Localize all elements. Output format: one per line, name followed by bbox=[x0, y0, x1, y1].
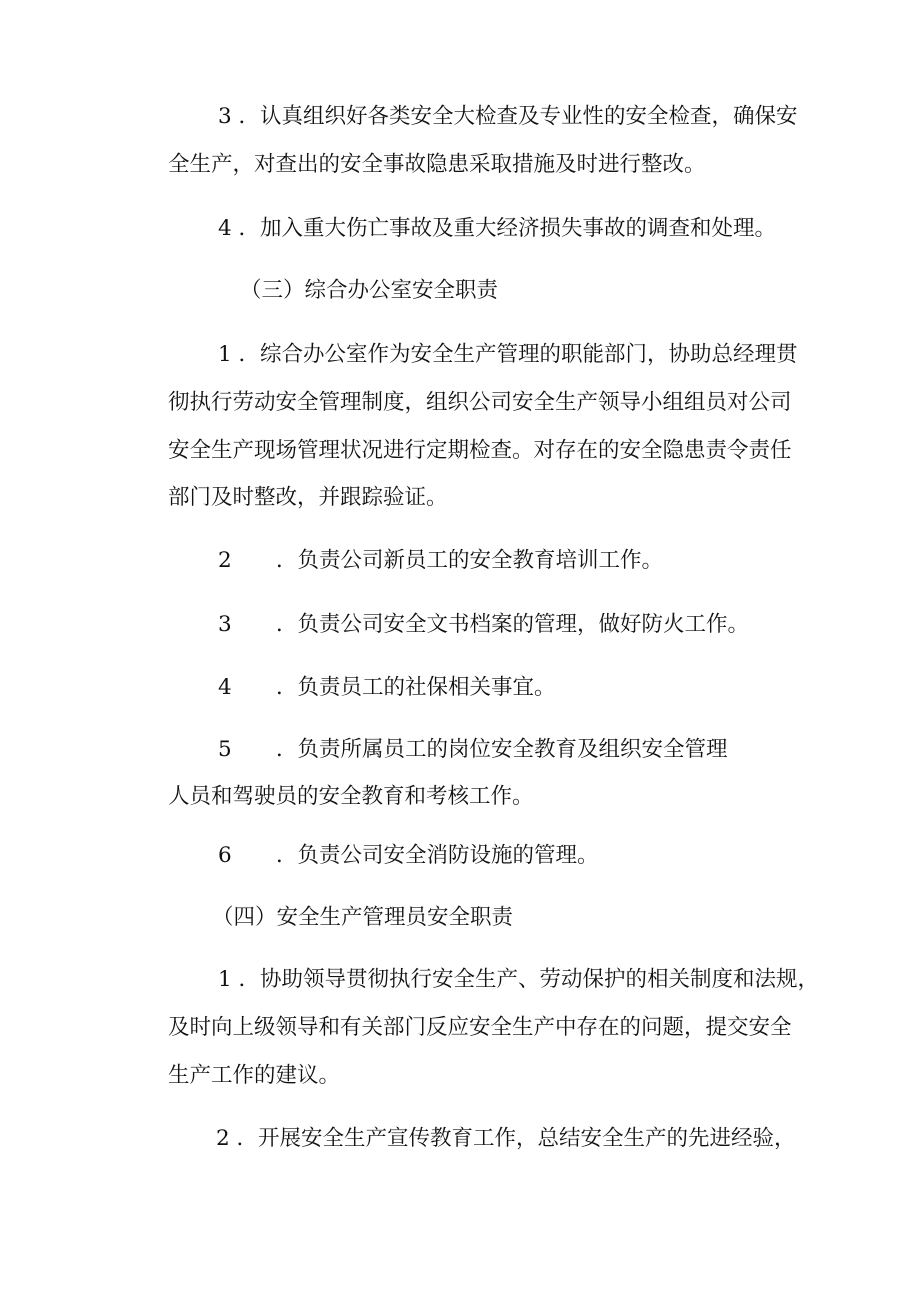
item-number: 4 bbox=[218, 675, 232, 700]
office-item-1-line-1: 1 ．综合办公室作为安全生产管理的职能部门，协助总经理贯 bbox=[218, 342, 798, 367]
item-text: ．负责公司安全消防设施的管理。 bbox=[276, 843, 599, 868]
item-text: ．负责公司新员工的安全教育培训工作。 bbox=[276, 548, 664, 573]
office-item-1-line-3: 安全生产现场管理状况进行定期检查。对存在的安全隐患责令责任 bbox=[168, 438, 792, 463]
manager-item-1-line-2: 及时向上级领导和有关部门反应安全生产中存在的问题，提交安全 bbox=[168, 1015, 792, 1040]
section-heading-4: （四）安全生产管理员安全职责 bbox=[212, 905, 514, 930]
item-3-line-1: 3 ．认真组织好各类安全大检查及专业性的安全检查，确保安 bbox=[218, 104, 798, 129]
office-item-1-line-4: 部门及时整改，并跟踪验证。 bbox=[168, 485, 448, 510]
office-item-5-line-1 bbox=[218, 734, 728, 766]
manager-item-2-line-1: 2 ．开展安全生产宣传教育工作，总结安全生产的先进经验， bbox=[216, 1126, 796, 1151]
office-item-1-line-2: 彻执行劳动安全管理制度，组织公司安全生产领导小组组员对公司 bbox=[168, 390, 792, 415]
item-text: ．负责所属员工的岗位安全教育及组织安全管理 bbox=[276, 737, 728, 762]
item-number: 2 bbox=[218, 548, 232, 573]
office-item-2 bbox=[218, 545, 663, 577]
item-3-line-2: 全生产，对查出的安全事故隐患采取措施及时进行整改。 bbox=[168, 152, 706, 177]
item-number: 6 bbox=[218, 843, 232, 868]
office-item-4 bbox=[218, 672, 556, 704]
manager-item-1-line-1: 1 ．协助领导贯彻执行安全生产、劳动保护的相关制度和法规， bbox=[218, 967, 820, 992]
office-item-6 bbox=[218, 840, 599, 872]
item-number: 5 bbox=[218, 737, 232, 762]
item-text: ．负责员工的社保相关事宜。 bbox=[276, 675, 556, 700]
office-item-5-line-2: 人员和驾驶员的安全教育和考核工作。 bbox=[168, 784, 534, 809]
item-text: ．负责公司安全文书档案的管理，做好防火工作。 bbox=[276, 612, 750, 637]
section-heading-3: （三）综合办公室安全职责 bbox=[240, 278, 499, 303]
item-number: 3 bbox=[218, 612, 232, 637]
item-4: 4 ．加入重大伤亡事故及重大经济损失事故的调查和处理。 bbox=[218, 216, 777, 241]
manager-item-1-line-3: 生产工作的建议。 bbox=[168, 1063, 341, 1088]
office-item-3 bbox=[218, 609, 749, 641]
